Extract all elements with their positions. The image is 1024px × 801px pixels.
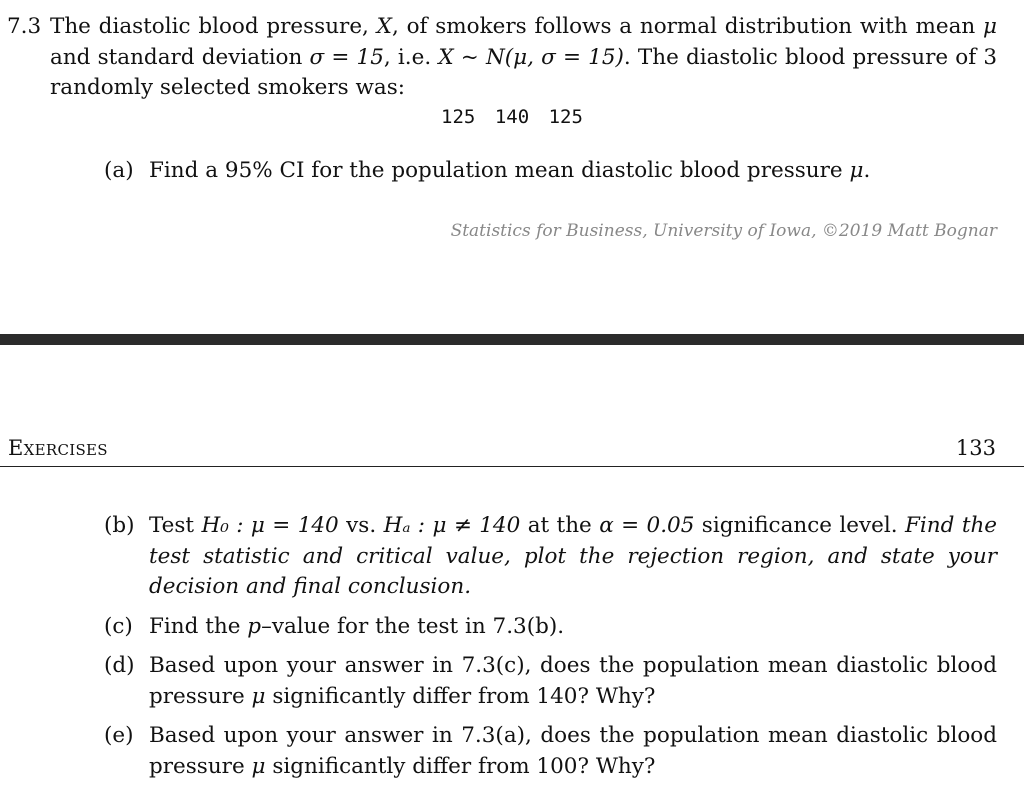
part-b-level: significance level. [694,513,906,538]
part-a-text: Find a 95% CI for the population mean diastolic blood pressure [149,158,850,183]
part-b-instructions: Find the test statistic and critical value, plot the rejection region, and state your decision and final conclusion. [149,513,998,599]
problem-statement [7,12,997,104]
data-value: 140 [494,106,530,128]
problem-number: 7.3 [7,14,42,39]
part-a-end: . [863,158,871,183]
symbol-mu: μ [849,158,864,183]
symbol-mu: μ [251,753,266,779]
part-d [104,651,997,712]
part-e [104,721,997,782]
problem-text-5: . The diastolic blood pressure of 3 randomly selected smokers was: [50,44,998,100]
problem-text-3: and standard deviation [50,44,310,70]
problem-text-2: , of smokers follows a normal distribution with mean [391,14,984,39]
part-b-vs: vs. [338,513,384,538]
part-e-after: significantly differ from 100? Why? [265,753,656,779]
part-d-label: (d) [104,653,135,678]
part-d-after: significantly differ from 140? Why? [265,683,656,709]
part-a [104,156,997,187]
distribution-notation: X ~ N(μ, σ = 15) [438,44,624,70]
part-e-label: (e) [104,723,134,748]
part-b-at: at the [520,513,600,538]
part-b-test: Test [149,513,202,538]
sigma-value: σ = 15 [309,44,384,70]
part-c-before: Find the [149,614,248,639]
alternative-hypothesis: Hₐ : μ ≠ 140 [383,513,521,538]
part-c-after: –value for the test in 7.3(b). [261,614,565,639]
data-value: 125 [548,106,583,128]
page-number: 133 [955,436,996,460]
symbol-mu: μ [983,14,997,39]
part-c [104,612,997,643]
part-d-before: Based upon your answer in 7.3(c), does the population mean diastolic blood pressure [149,653,997,709]
section-title: Exercises [8,436,108,460]
data-value: 125 [441,106,476,128]
part-e-before: Based upon your answer in 7.3(a), does the population mean diastolic blood pressure [149,723,997,779]
null-hypothesis: H₀ : μ = 140 [201,513,339,538]
variable-x: X [376,14,392,39]
symbol-mu: μ [251,683,266,709]
alpha-level: α = 0.05 [599,513,695,538]
sample-data [0,106,1024,128]
upper-page [0,0,1024,334]
part-c-label: (c) [104,614,133,639]
part-b-label: (b) [104,513,135,538]
lower-page [0,345,1024,801]
copyright-credit: Statistics for Business, University of Iowa, ©2019 Matt Bognar [450,221,997,241]
running-header [0,433,1024,467]
problem-text-4: , i.e. [383,44,439,70]
part-b [104,511,997,603]
symbol-p: p [247,614,262,639]
page-divider [0,334,1024,345]
part-a-label: (a) [104,158,134,183]
problem-text-1: The diastolic blood pressure, [50,14,377,39]
problem-text [50,12,997,104]
